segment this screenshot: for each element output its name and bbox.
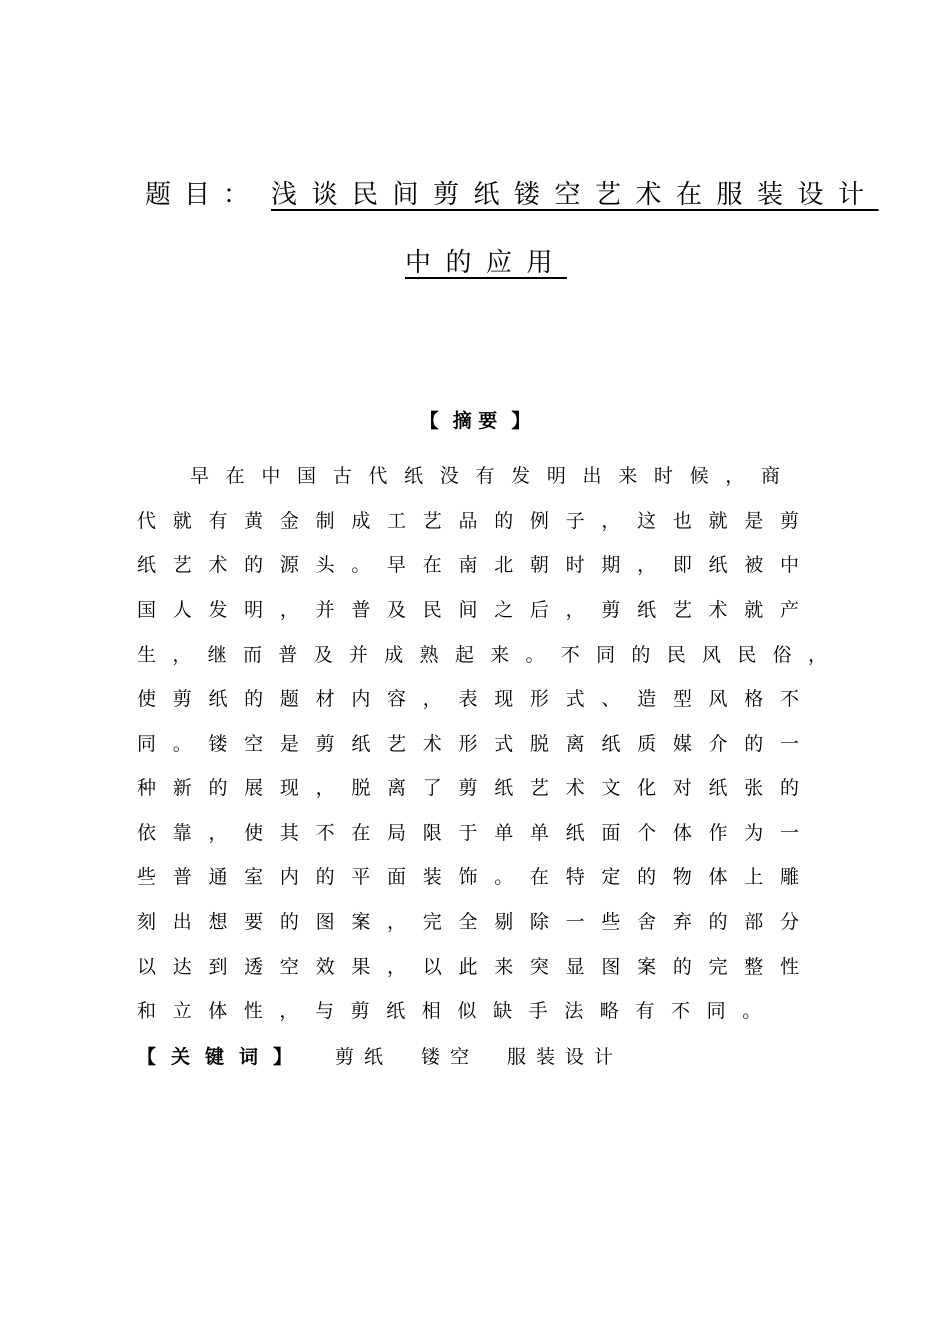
keywords-label: 【关键词】 <box>137 1046 308 1068</box>
keywords-line <box>137 1044 623 1070</box>
title-label: 题目： <box>145 180 263 210</box>
abstract-line: 早在中国古代纸没有发明出来时候，商 <box>190 465 780 487</box>
abstract-heading <box>0 408 950 434</box>
abstract-line: 国人发明，并普及民间之后，剪纸艺术就产 <box>137 599 799 621</box>
abstract-heading-close-bracket: 】 <box>511 410 531 432</box>
abstract-line: 纸艺术的源头。早在南北朝时期，即纸被中 <box>137 554 799 576</box>
title-text-line-1: 浅谈民间剪纸镂空艺术在服装设计 <box>271 180 879 210</box>
abstract-line: 使剪纸的题材内容，表现形式、造型风格不 <box>137 688 799 710</box>
keyword-item: 剪纸 <box>335 1046 394 1068</box>
abstract-line: 代就有黄金制成工艺品的例子，这也就是剪 <box>137 510 799 532</box>
abstract-line: 种新的展现，脱离了剪纸艺术文化对纸张的 <box>137 777 799 799</box>
keyword-item: 服装设计 <box>507 1046 624 1068</box>
abstract-line: 以达到透空效果，以此来突显图案的完整性 <box>137 956 799 978</box>
abstract-line: 依靠，使其不在局限于单单纸面个体作为一 <box>137 822 799 844</box>
abstract-line: 些普通室内的平面装饰。在特定的物体上雕 <box>137 866 799 888</box>
abstract-heading-open-bracket: 【 <box>419 410 439 432</box>
abstract-line: 生，继而普及并成熟起来。不同的民风民俗， <box>137 644 827 666</box>
abstract-line: 刻出想要的图案，完全剔除一些舍弃的部分 <box>137 911 799 933</box>
title-text-line-2: 中的应用 <box>405 248 568 278</box>
keyword-item: 镂空 <box>421 1046 480 1068</box>
abstract-line: 同。镂空是剪纸艺术形式脱离纸质媒介的一 <box>137 733 799 755</box>
abstract-heading-text: 摘 要 <box>452 410 498 432</box>
abstract-line: 和立体性，与剪纸相似缺手法略有不同。 <box>137 1000 778 1022</box>
